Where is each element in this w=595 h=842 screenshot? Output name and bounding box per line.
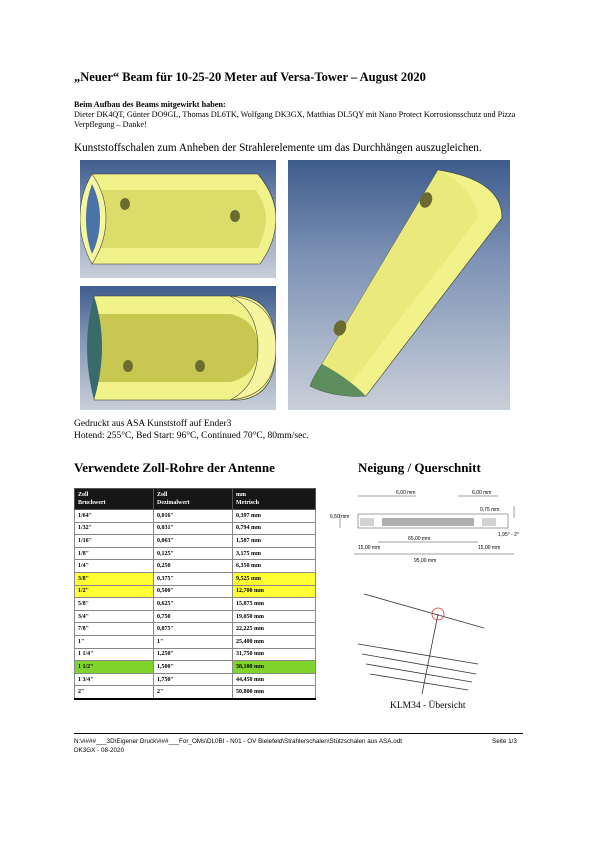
- neigung-title: Neigung / Querschnitt: [358, 460, 481, 475]
- table-title: Verwendete Zoll-Rohre der Antenne: [74, 460, 275, 475]
- table-row: [75, 560, 316, 573]
- table-cell: 25,400 mm: [233, 635, 316, 648]
- table-cell: 3/4": [75, 610, 154, 623]
- table-cell: 44,450 mm: [233, 673, 316, 686]
- dim-bottom-right: 15,00 mm: [478, 545, 501, 551]
- table-row: [75, 598, 316, 611]
- table-cell: 0,500": [154, 585, 233, 598]
- half-shell-render-1: [80, 160, 276, 278]
- intro-text: Kunststoffschalen zum Anheben der Strahlerelemente um das Durchhängen auszugleichen.: [74, 142, 482, 154]
- table-cell: 0,794 mm: [233, 522, 316, 535]
- table-cell: 6,350 mm: [233, 560, 316, 573]
- table-header-row: [75, 489, 316, 510]
- pipe-table: [74, 488, 316, 700]
- helpers-text: Dieter DK4QT, Günter DO9GL, Thomas DL6TK, Wolfgang DK3GX, Matthias DL5QY mit Nano Protect Korrosionsschutz und Pizza Verpflegung – Danke!: [74, 110, 516, 129]
- dim-top-right: 6,00 mm: [472, 490, 492, 496]
- table-cell: 50,800 mm: [233, 686, 316, 699]
- table-cell: 0,031": [154, 522, 233, 535]
- page-title: „Neuer“ Beam für 10-25-20 Meter auf Versa-Tower – August 2020: [74, 70, 426, 84]
- table-row: [75, 610, 316, 623]
- table-cell: 1/8": [75, 547, 154, 560]
- table-cell: 1/2": [75, 585, 154, 598]
- table-cell: 15,875 mm: [233, 598, 316, 611]
- table-cell: 1,250": [154, 648, 233, 661]
- table-cell: 3/8": [75, 572, 154, 585]
- table-cell: 0,397 mm: [233, 510, 316, 523]
- table-row: [75, 661, 316, 674]
- table-cell: 0,016": [154, 510, 233, 523]
- table-cell: 0,125": [154, 547, 233, 560]
- table-cell: 3,175 mm: [233, 547, 316, 560]
- table-cell: 9,525 mm: [233, 572, 316, 585]
- table-cell: 38,100 mm: [233, 661, 316, 674]
- table-cell: 0,750: [154, 610, 233, 623]
- table-cell: 1": [154, 635, 233, 648]
- antenna-overview-drawing: [354, 584, 486, 696]
- footer-divider: [74, 733, 523, 734]
- dim-bottom-left: 15,00 mm: [358, 545, 381, 551]
- table-row: [75, 572, 316, 585]
- table-cell: 7/8": [75, 623, 154, 636]
- table-cell: 1/64": [75, 510, 154, 523]
- footer-page-number: Seite 1/3: [492, 738, 517, 745]
- helpers-heading: Beim Aufbau des Beams mitgewirkt haben:: [74, 100, 226, 109]
- table-cell: 1/32": [75, 522, 154, 535]
- dim-total: 95,00 mm: [414, 558, 437, 564]
- table-cell: 12,700 mm: [233, 585, 316, 598]
- overview-caption: KLM34 - Übersicht: [390, 701, 466, 711]
- table-row: [75, 510, 316, 523]
- table-cell: 2": [75, 686, 154, 699]
- table-cell: 1,587 mm: [233, 535, 316, 548]
- dim-left: 6,50 mm: [330, 514, 350, 520]
- table-cell: 1": [75, 635, 154, 648]
- table-cell: 5/8": [75, 598, 154, 611]
- cross-section-drawing: [328, 484, 526, 574]
- dim-top-left: 6,00 mm: [396, 490, 416, 496]
- table-row: [75, 535, 316, 548]
- table-cell: 1,750": [154, 673, 233, 686]
- table-cell: 1 1/4": [75, 648, 154, 661]
- half-shell-render-3: [288, 160, 510, 410]
- print-note: [74, 418, 309, 442]
- header-col-1: Zoll Bruchwert: [75, 489, 154, 510]
- table-row: [75, 585, 316, 598]
- header-col-3: mm Metrisch: [233, 489, 316, 510]
- table-cell: 2": [154, 686, 233, 699]
- table-row: [75, 522, 316, 535]
- half-shell-render-2: [80, 286, 276, 410]
- table-cell: 0,625": [154, 598, 233, 611]
- table-row: [75, 648, 316, 661]
- dim-angle: 1,95° - 2°: [498, 532, 519, 538]
- dim-inner: 65,00 mm: [408, 536, 431, 542]
- table-cell: 1,500": [154, 661, 233, 674]
- dim-right-top: 0,75 mm: [480, 507, 500, 513]
- table-row: [75, 673, 316, 686]
- table-row: [75, 686, 316, 699]
- table-cell: 0,875": [154, 623, 233, 636]
- table-cell: 0,375": [154, 572, 233, 585]
- header-col-2: Zoll Dezimalwert: [154, 489, 233, 510]
- table-cell: 0,063": [154, 535, 233, 548]
- table-cell: 19,050 mm: [233, 610, 316, 623]
- table-cell: 22,225 mm: [233, 623, 316, 636]
- table-row: [75, 623, 316, 636]
- table-cell: 31,750 mm: [233, 648, 316, 661]
- table-cell: 1/4": [75, 560, 154, 573]
- table-cell: 1 3/4": [75, 673, 154, 686]
- table-row: [75, 635, 316, 648]
- table-cell: 1 1/2": [75, 661, 154, 674]
- table-cell: 0,250: [154, 560, 233, 573]
- table-row: [75, 547, 316, 560]
- footer-path: N:\####___3D\Eigener Druck\###___For_OMs\DL0BI - N01 - OV Bielefeld\Strahlerschalen\Stützschalen aus ASA.odt: [74, 738, 402, 745]
- print-note-line-1: Gedruckt aus ASA Kunststoff auf Ender3: [74, 419, 232, 429]
- print-note-line-2: Hotend: 255°C, Bed Start: 96°C, Continued 70°C, 80mm/sec.: [74, 431, 309, 441]
- table-cell: 1/16": [75, 535, 154, 548]
- footer-author: DK3GX - 08-2020: [74, 747, 125, 754]
